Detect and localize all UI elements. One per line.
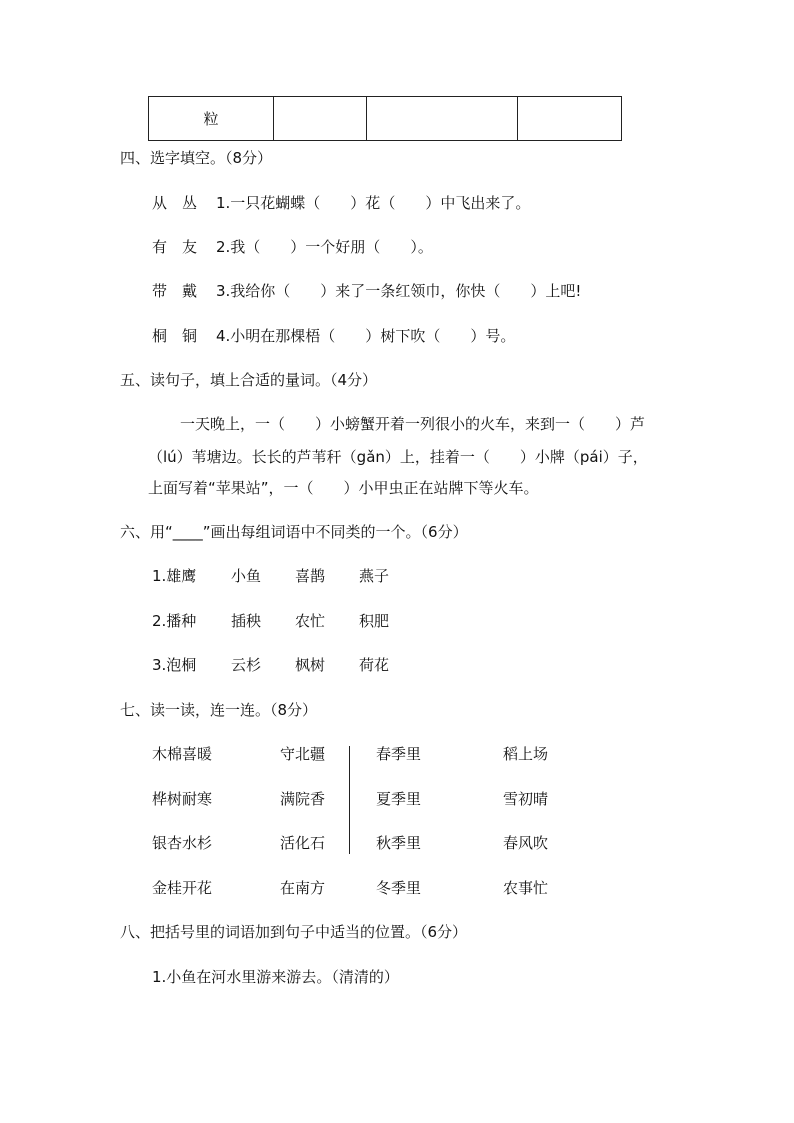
word-item: 荷花 <box>359 656 390 674</box>
match-item: 雪初晴 <box>503 790 549 808</box>
word-item: 3.泡桐 <box>152 656 197 674</box>
match-item: 守北疆 <box>280 745 326 763</box>
title-part: ”画出每组词语中不同类的一个。（6分） <box>202 523 468 541</box>
match-item: 满院香 <box>280 790 326 808</box>
table-cell <box>367 97 518 141</box>
section-8-title: 八、把括号里的词语加到句子中适当的位置。（6分） <box>120 923 468 941</box>
title-part: 六、用“ <box>120 523 173 541</box>
paragraph-line: 上面写着“苹果站”，一（ ）小甲虫正在站牌下等火车。 <box>148 479 539 497</box>
match-item: 春季里 <box>376 745 422 763</box>
word-pair: 桐 铜 <box>152 327 198 345</box>
table-cell <box>274 97 367 141</box>
match-item: 夏季里 <box>376 790 422 808</box>
section-7-title: 七、读一读，连一连。（8分） <box>120 701 318 719</box>
match-item: 桦树耐寒 <box>152 790 213 808</box>
word-pair: 从 丛 <box>152 194 198 212</box>
match-item: 冬季里 <box>376 879 422 897</box>
word-pair: 带 戴 <box>152 282 198 300</box>
fill-sentence: 2.我（ ）一个好朋（ ）。 <box>216 238 433 256</box>
paragraph-line: 一天晚上，一（ ）小螃蟹开着一列很小的火车，来到一（ ）芦 <box>180 415 646 433</box>
word-item: 喜鹊 <box>295 567 326 585</box>
word-item: 枫树 <box>295 656 326 674</box>
answer-table <box>148 96 622 141</box>
match-item: 金桂开花 <box>152 879 213 897</box>
word-item: 农忙 <box>295 612 326 630</box>
section-5-title: 五、读句子，填上合适的量词。（4分） <box>120 371 378 389</box>
match-item: 稻上场 <box>503 745 549 763</box>
word-item: 小鱼 <box>231 567 262 585</box>
word-item: 燕子 <box>359 567 390 585</box>
word-item: 2.播种 <box>152 612 197 630</box>
fill-sentence: 3.我给你（ ）来了一条红领巾，你快（ ）上吧! <box>216 282 582 300</box>
match-item: 秋季里 <box>376 834 422 852</box>
section-4-title: 四、选字填空。（8分） <box>120 149 273 167</box>
word-item: 1.雄鹰 <box>152 567 197 585</box>
word-item: 云杉 <box>231 656 262 674</box>
table-row <box>149 97 622 141</box>
match-item: 农事忙 <box>503 879 549 897</box>
match-item: 春风吹 <box>503 834 549 852</box>
match-item: 木棉喜暖 <box>152 745 213 763</box>
table-cell: 粒 <box>149 97 274 141</box>
word-item: 插秧 <box>231 612 262 630</box>
match-item: 银杏水杉 <box>152 834 213 852</box>
fill-sentence: 4.小明在那棵梧（ ）树下吹（ ）号。 <box>216 327 516 345</box>
divider-line <box>349 746 350 854</box>
paragraph-line: （lú）苇塘边。长长的芦苇秆（gǎn）上，挂着一（ ）小牌（pái）子， <box>148 448 648 466</box>
fill-sentence: 1.一只花蝴蝶（ ）花（ ）中飞出来了。 <box>216 194 531 212</box>
exercise-item: 1.小鱼在河水里游来游去。（清清的） <box>152 968 399 986</box>
word-pair: 有 友 <box>152 238 198 256</box>
match-item: 活化石 <box>280 834 326 852</box>
word-item: 积肥 <box>359 612 390 630</box>
section-6-title <box>120 522 468 542</box>
table-cell <box>518 97 622 141</box>
underline-sample: ____ <box>172 523 203 541</box>
match-item: 在南方 <box>280 879 326 897</box>
